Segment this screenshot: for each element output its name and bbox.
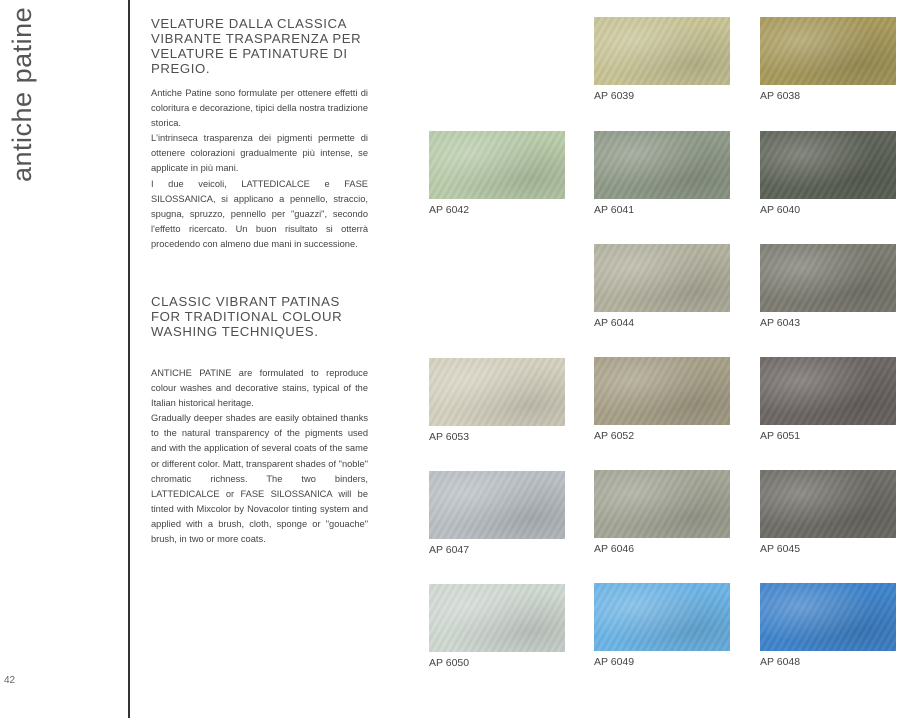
- swatch-code: AP 6041: [594, 204, 635, 216]
- swatch-chip: [760, 357, 896, 425]
- swatch-chip: [760, 17, 896, 85]
- swatch: [594, 17, 730, 102]
- swatch-chip: [594, 583, 730, 651]
- swatch: [594, 131, 730, 216]
- swatch-code: AP 6042: [429, 204, 470, 216]
- swatch-code: AP 6049: [594, 656, 635, 668]
- swatch: [429, 358, 565, 443]
- italian-paragraph: Antiche Patine sono formulate per ottenere effetti di coloritura e decorazione, tipici della nostra tradizione storica.: [151, 88, 368, 129]
- swatch: [594, 583, 730, 668]
- swatch-code: AP 6051: [760, 430, 801, 442]
- swatch-code: AP 6038: [760, 90, 801, 102]
- italian-paragraph: L'intrinseca trasparenza dei pigmenti permette di ottenere colorazioni gradualmente più intense, se applicate in più mani.: [151, 133, 368, 174]
- swatch: [760, 357, 896, 442]
- english-body: [151, 366, 368, 547]
- swatch: [429, 584, 565, 669]
- english-heading: CLASSIC VIBRANT PATINAS FOR TRADITIONAL COLOUR WASHING TECHNIQUES.: [151, 294, 343, 339]
- swatch-code: AP 6050: [429, 657, 470, 669]
- swatch-code: AP 6044: [594, 317, 635, 329]
- swatch: [429, 471, 565, 556]
- swatch: [594, 470, 730, 555]
- swatch-chip: [594, 131, 730, 199]
- italian-paragraph: I due veicoli, LATTEDICALCE e FASE SILOSSANICA, si applicano a pennello, straccio, spugna, spruzzo, pennello per "guazzi", secondo l'effetto ricercato. Un buon risultato si otterrà procedendo con almeno due mani in successione.: [151, 178, 368, 249]
- swatch-chip: [429, 584, 565, 652]
- english-paragraph: Gradually deeper shades are easily obtained thanks to the natural transparency of the pigments used and with the application of several coats of the same or different color. Matt, transparent shades of "noble" chromatic richness. The two binders, LATTEDICALCE or FASE SILOSSANICA will be tinted with Mixcolor by Novacolor tinting system and applied with a brush, cloth, sponge or "gouache" brush, in two or more coats.: [151, 413, 368, 545]
- swatch: [594, 357, 730, 442]
- swatch-code: AP 6039: [594, 90, 635, 102]
- swatch-chip: [760, 131, 896, 199]
- swatch-code: AP 6045: [760, 543, 801, 555]
- swatch-code: AP 6052: [594, 430, 635, 442]
- english-paragraph: ANTICHE PATINE are formulated to reproduce colour washes and decorative stains, typical of the Italian historical heritage.: [151, 368, 368, 409]
- swatch: [594, 244, 730, 329]
- swatch-chip: [594, 470, 730, 538]
- swatch: [429, 131, 565, 216]
- italian-heading: VELATURE DALLA CLASSICA VIBRANTE TRASPARENZA PER VELATURE E PATINATURE DI PREGIO.: [151, 16, 362, 76]
- swatch-chip: [760, 244, 896, 312]
- section-title: antiche patine: [7, 6, 37, 182]
- swatch-code: AP 6043: [760, 317, 801, 329]
- swatch-chip: [760, 470, 896, 538]
- swatch: [760, 244, 896, 329]
- swatch-chip: [594, 17, 730, 85]
- swatch-chip: [594, 244, 730, 312]
- swatch-code: AP 6053: [429, 431, 470, 443]
- swatch-chip: [429, 131, 565, 199]
- swatch-chip: [429, 358, 565, 426]
- swatch: [760, 17, 896, 102]
- swatch: [760, 583, 896, 668]
- swatch-chip: [760, 583, 896, 651]
- vertical-divider: [128, 0, 130, 718]
- swatch-code: AP 6040: [760, 204, 801, 216]
- page-number: 42: [4, 675, 16, 686]
- swatch-code: AP 6048: [760, 656, 801, 668]
- swatch-chip: [594, 357, 730, 425]
- swatch-code: AP 6047: [429, 544, 470, 556]
- italian-body: [151, 86, 368, 252]
- swatch-chip: [429, 471, 565, 539]
- swatch-code: AP 6046: [594, 543, 635, 555]
- swatch: [760, 131, 896, 216]
- swatch: [760, 470, 896, 555]
